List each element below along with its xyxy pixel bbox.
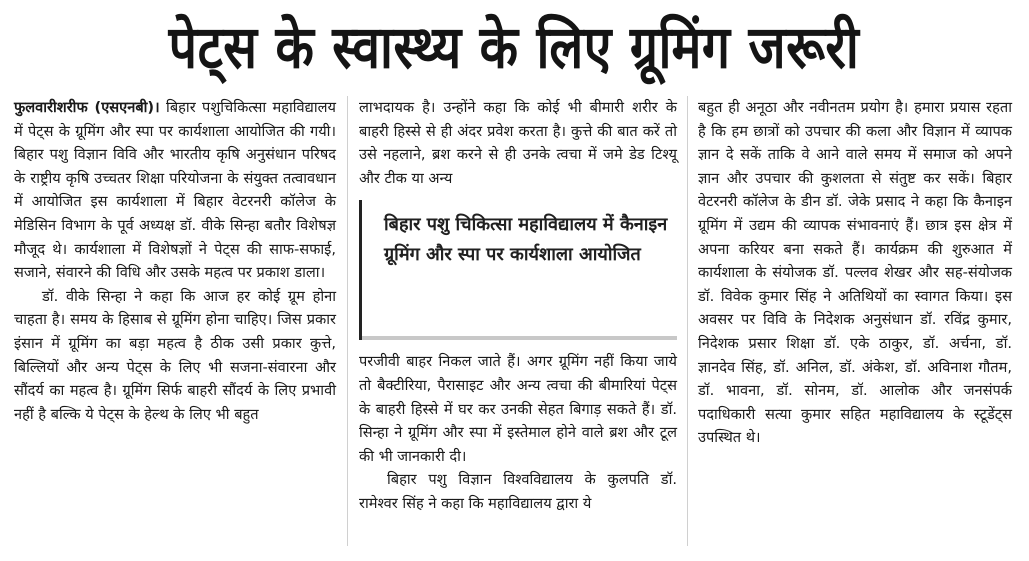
pull-quote-text: बिहार पशु चिकित्सा महाविद्यालय में कैनाइन ग्रूमिंग और स्पा पर कार्यशाला आयोजित xyxy=(384,214,668,266)
article-paragraph: लाभदायक है। उन्होंने कहा कि कोई भी बीमारी शरीर के बाहरी हिस्से से ही अंदर प्रवेश करता है। कुत्ते की बात करें तो उसे नहलाने, ब्रश करने से ही उनके त्वचा में जमे डेड टिश्यू और टीक या अन्य xyxy=(359,99,677,187)
pull-quote xyxy=(359,200,677,340)
paragraph-text: बिहार पशुचिकित्सा महाविद्यालय में पेट्स के ग्रूमिंग और स्पा पर कार्यशाला आयोजित की गयी। बिहार पशु विज्ञान विवि और भारतीय कृषि अनुसंधान परिषद के राष्ट्रीय कृषि उच्चतर शिक्षा परियोजना के संयुक्त तत्वावधान में आयोजित इस कार्यशाला में बिहार वेटरनरी कॉलेज के मेडिसिन विभाग के पूर्व अध्यक्ष डॉ. वीके सिन्हा बतौर विशेषज्ञ मौजूद थे। कार्यशाला में विशेषज्ञों ने पेट्स की साफ-सफाई, सजाने, संवारने की विधि और उसके महत्व पर प्रकाश डाला। xyxy=(14,99,336,282)
article-paragraph: बहुत ही अनूठा और नवीनतम प्रयोग है। हमारा प्रयास रहता है कि हम छात्रों को उपचार की कला और विज्ञान में व्यापक ज्ञान दे सकें ताकि वे आने वाले समय में समाज को अपने ज्ञान और उपचार की कुशलता से संतुष्ट कर सकें। बिहार वेटरनरी कॉलेज के डीन डॉ. जेके प्रसाद ने कहा कि कैनाइन ग्रूमिंग में उद्यम की व्यापक संभावनाएं हैं। छात्र इस क्षेत्र में अपना करियर बना सकते हैं। कार्यक्रम की शुरुआत में कार्यशाला के संयोजक डॉ. पल्लव शेखर और सह-संयोजक डॉ. विवेक कुमार सिंह ने अतिथियों का स्वागत किया। इस अवसर पर विवि के निदेशक अनुसंधान डॉ. रविंद्र कुमार, निदेशक प्रसार शिक्षा डॉ. एके ठाकुर, डॉ. अर्चना, डॉ. ज्ञानदेव सिंह, डॉ. अनिल, डॉ. अंकेश, डॉ. अविनाश गौतम, डॉ. भावना, डॉ. सोनम, डॉ. आलोक और जनसंपर्क पदाधिकारी सत्या कुमार सहित महाविद्यालय के स्टूडेंट्स उपस्थित थे। xyxy=(698,99,1012,447)
article-paragraph: परजीवी बाहर निकल जाते हैं। अगर ग्रूमिंग नहीं किया जाये तो बैक्टीरिया, पैरासाइट और अन्य त्वचा की बीमारियां पेट्स के बाहरी हिस्से में घर कर उनकी सेहत बिगाड़ सकते हैं। डॉ. सिन्हा ने ग्रूमिंग और स्पा में इस्तेमाल होने वाले ब्रश और टूल की भी जानकारी दी। xyxy=(359,353,677,465)
headline: पेट्स के स्वास्थ्य के लिए ग्रूमिंग जरूरी xyxy=(168,13,860,82)
article-paragraph: बिहार पशु विज्ञान विश्वविद्यालय के कुलपति डॉ. रामेश्वर सिंह ने कहा कि महाविद्यालय द्वारा ये xyxy=(359,471,677,512)
column-divider xyxy=(687,96,688,546)
article-paragraph: डॉ. वीके सिन्हा ने कहा कि आज हर कोई ग्रूम होना चाहता है। समय के हिसाब से ग्रूमिंग होना चाहिए। जिस प्रकार इंसान में ग्रूमिंग का बड़ा महत्व है ठीक उसी प्रकार कुत्ते, बिल्लियों और अन्य पेट्स के लिए भी सजना-संवारना और सौंदर्य का महत्व है। ग्रूमिंग सिर्फ बाहरी सौंदर्य के लिए प्रभावी नहीं है बल्कि ये पेट्स के हेल्थ के लिए भी बहुत xyxy=(14,287,336,423)
article-column-3 xyxy=(698,96,1012,556)
dateline: फुलवारीशरीफ (एसएनबी)। xyxy=(14,99,160,116)
article-column-1 xyxy=(14,96,336,556)
pull-quote-rule xyxy=(362,336,677,340)
column-divider xyxy=(347,96,348,546)
article-column-2 xyxy=(359,96,677,556)
article-paragraph xyxy=(14,96,336,285)
